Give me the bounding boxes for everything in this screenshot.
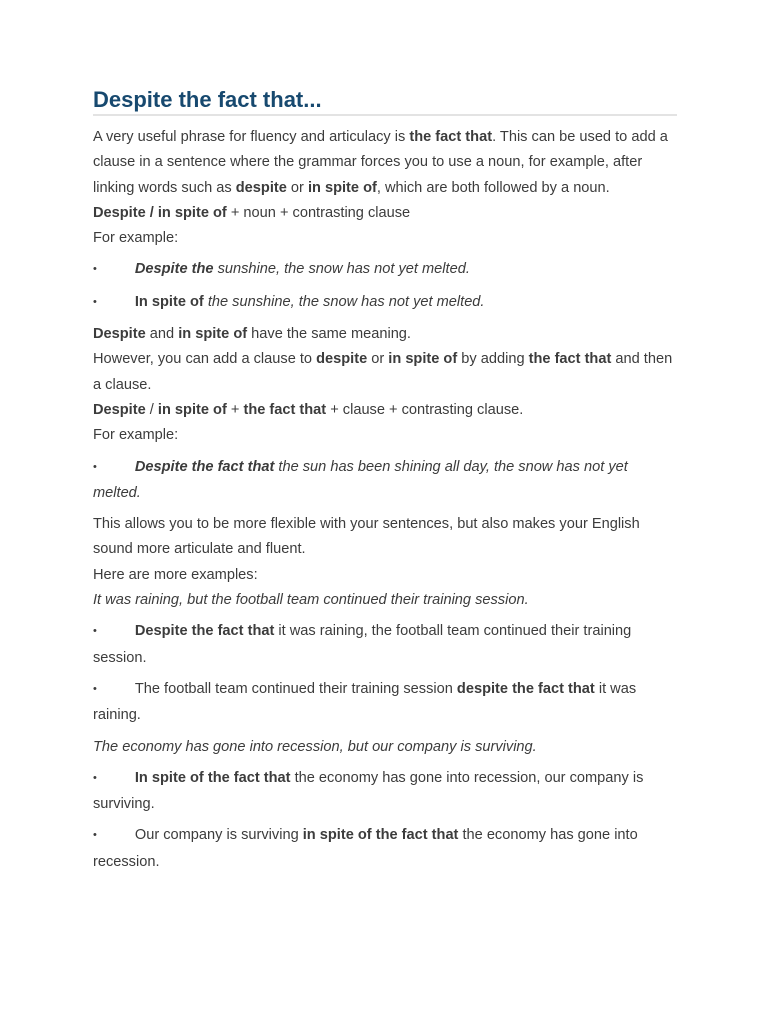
bullet-dot: • [93, 295, 97, 308]
however-paragraph [93, 347, 677, 398]
bullet-dot: • [93, 263, 97, 276]
formula-1 [93, 201, 677, 226]
formula-2-bold-1: Despite [93, 401, 146, 418]
list-item [93, 677, 677, 729]
example-economy-text: The economy has gone into recession, but our company is surviving. [93, 738, 537, 755]
bullet-dot: • [93, 682, 97, 695]
however-text-3: by adding [457, 351, 529, 368]
bullet-post: the economy has gone into recession. [93, 827, 638, 870]
list-item [93, 619, 677, 671]
example-sentence-raining [93, 588, 677, 613]
however-bold-2: in spite of [388, 351, 458, 368]
bullet-dot: • [93, 625, 97, 638]
bullet-text: the sunshine, the snow has not yet melted. [203, 293, 485, 310]
intro-text-2: . This can be used to add a clause in a sentence where the grammar forces you to use a noun, for example, after linking words such as [93, 129, 668, 196]
however-text-4: and then a clause. [93, 351, 673, 393]
same-meaning-bold-1: Despite [93, 326, 146, 343]
list-item [93, 823, 677, 875]
list-item [93, 290, 677, 316]
same-meaning-text-2: have the same meaning. [247, 326, 411, 343]
same-meaning-text-1: and [145, 326, 179, 343]
bullet-post: it was raining, the football team continued their training session. [93, 623, 632, 666]
for-example-1: For example: [93, 230, 179, 247]
bullet-dot: • [93, 829, 97, 842]
formula-2-text-3: + clause + contrasting clause. [326, 401, 524, 418]
bullet-bold: Despite the fact that [134, 623, 275, 640]
article [93, 86, 677, 881]
bullet-pre: Our company is surviving [134, 827, 303, 844]
example-raining-text: It was raining, but the football team continued their training session. [93, 592, 529, 609]
formula-2-bold-2: in spite of [157, 401, 227, 418]
bullet-bold: in spite of the fact that [302, 827, 459, 844]
bullet-pre: The football team continued their training session [134, 680, 457, 697]
intro-bold-3: in spite of [307, 179, 377, 196]
bullet-bold: Despite the fact that [134, 458, 275, 475]
bullet-bold: Despite the [134, 261, 214, 278]
same-meaning-bold-2: in spite of [178, 326, 248, 343]
intro-bold-2: despite [235, 179, 287, 196]
bullet-text: the sun has been shining all day, the snow has not yet melted. [93, 458, 628, 501]
intro-text-1: A very useful phrase for fluency and articulacy is [93, 129, 410, 145]
formula-2-bold-3: the fact that [243, 401, 327, 418]
intro-paragraph [93, 125, 677, 201]
for-example-2: For example: [93, 427, 179, 444]
intro-text-3: or [286, 179, 308, 196]
example-sentence-economy [93, 735, 677, 760]
bullet-dot: • [93, 460, 97, 473]
however-text-2: or [367, 351, 389, 368]
list-item [93, 766, 677, 818]
intro-bold-1: the fact that [409, 129, 493, 145]
bullet-bold: In spite of [134, 293, 204, 310]
formula-2-text-1: / [145, 401, 158, 418]
however-bold-1: despite [316, 351, 368, 368]
formula-1-text: + noun + contrasting clause [226, 204, 411, 221]
page-title: Despite the fact that... [93, 87, 322, 112]
bullet-bold: In spite of the fact that [134, 769, 291, 786]
bullet-bold: despite the fact that [456, 680, 595, 697]
list-item [93, 455, 677, 507]
more-examples-label: Here are more examples: [93, 566, 258, 583]
bullet-post: it was raining. [93, 680, 637, 724]
however-text-1: However, you can add a clause to [93, 351, 317, 368]
bullet-dot: • [93, 771, 97, 784]
bullet-post: the economy has gone into recession, our company is surviving. [93, 769, 644, 813]
bullet-text: sunshine, the snow has not yet melted. [213, 261, 470, 278]
formula-1-bold: Despite / in spite of [93, 204, 227, 221]
flexible-paragraph: This allows you to be more flexible with your sentences, but also makes your English sound more articulate and fluent. [93, 516, 640, 558]
title-divider [93, 114, 677, 116]
formula-2-text-2: + [226, 401, 244, 418]
list-item [93, 257, 677, 283]
intro-text-4: , which are both followed by a noun. [376, 179, 610, 196]
however-bold-3: the fact that [528, 351, 612, 368]
formula-2 [93, 398, 677, 423]
same-meaning-paragraph [93, 322, 677, 347]
